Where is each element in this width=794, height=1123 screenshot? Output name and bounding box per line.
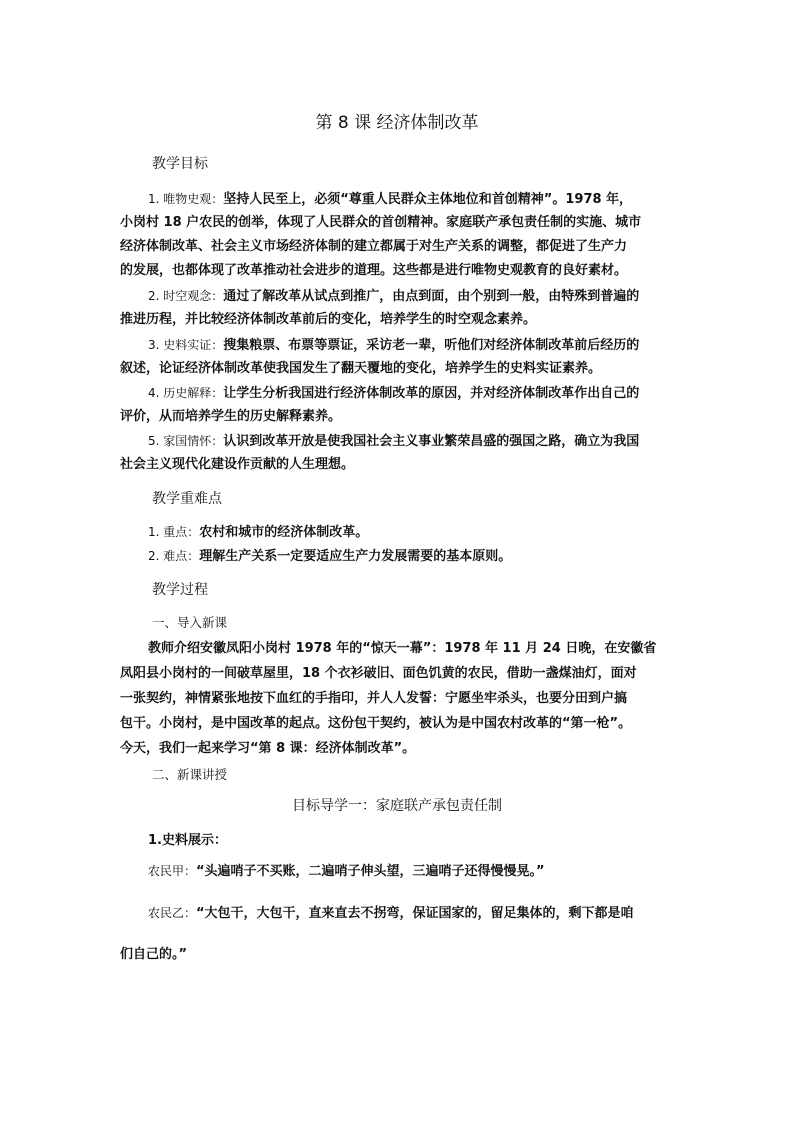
objective-4-first-line bbox=[148, 384, 639, 403]
objective-3-line-2: 叙述，论证经济体制改革使我国发生了翻天覆地的变化，培养学生的史料实证素养。 bbox=[120, 361, 602, 376]
objective-3-text: 搜集粮票、布票等票证，采访老一辈，听他们对经济体制改革前后经历的 bbox=[223, 338, 640, 353]
lesson-title: 第 8 课 经济体制改革 bbox=[315, 113, 479, 133]
objective-1-first-line bbox=[148, 190, 632, 209]
material-heading: 1.史料展示： bbox=[148, 833, 227, 848]
objective-1-text: 坚持人民至上，必须“尊重人民群众主体地位和首创精神”。1978 年， bbox=[223, 192, 633, 207]
objectives-heading: 教学目标 bbox=[152, 156, 208, 172]
objective-5-text: 认识到改革开放是使我国社会主义事业繁荣昌盛的强国之路，确立为我国 bbox=[223, 434, 640, 449]
objective-1-label: 1. 唯物史观： bbox=[148, 192, 224, 206]
farmer-b-line bbox=[148, 904, 634, 923]
keypoint-2-text: 理解生产关系一定要适应生产力发展需要的基本原则。 bbox=[199, 549, 512, 564]
farmer-a-label: 农民甲： bbox=[148, 864, 197, 878]
farmer-b-line-2: 们自己的。” bbox=[120, 947, 188, 962]
objective-2-line-2: 推进历程，并比较经济体制改革前后的变化，培养学生的时空观念素养。 bbox=[120, 312, 537, 327]
farmer-a-text: “头遍哨子不买账，二遍哨子伸头望，三遍哨子还得慢慢晃。” bbox=[196, 864, 545, 879]
intro-line-1: 教师介绍安徽凤阳小岗村 1978 年的“惊天一幕”：1978 年 11 月 24 日晚，在安徽省 bbox=[148, 641, 657, 656]
intro-heading: 一、导入新课 bbox=[152, 615, 228, 630]
objective-4-label: 4. 历史解释： bbox=[148, 386, 224, 400]
objective-2-label: 2. 时空观念： bbox=[148, 289, 224, 303]
objective-3-first-line bbox=[148, 336, 639, 355]
objective-1-line-3: 经济体制改革、社会主义市场经济体制的建立都属于对生产关系的调整，都促进了生产力 bbox=[120, 239, 628, 254]
objective-4-line-2: 评价，从而培养学生的历史解释素养。 bbox=[120, 409, 342, 424]
farmer-b-label: 农民乙： bbox=[148, 906, 197, 920]
intro-line-3: 一张契约，神情紧张地按下血红的手指印，并人人发誓：宁愿坐牢杀头，也要分田到户搞 bbox=[120, 691, 628, 706]
target-heading: 目标导学一：家庭联产承包责任制 bbox=[292, 798, 502, 814]
intro-line-5: 今天，我们一起来学习“第 8 课：经济体制改革”。 bbox=[120, 741, 416, 756]
objective-1-line-2: 小岗村 18 户农民的创举，体现了人民群众的首创精神。家庭联产承包责任制的实施、城市 bbox=[120, 215, 642, 230]
objective-5-label: 5. 家国情怀： bbox=[148, 434, 224, 448]
objective-3-label: 3. 史料实证： bbox=[148, 338, 224, 352]
objective-2-text: 通过了解改革从试点到推广，由点到面，由个别到一般，由特殊到普遍的 bbox=[223, 289, 640, 304]
farmer-b-text: “大包干，大包干，直来直去不拐弯，保证国家的，留足集体的，剩下都是咱 bbox=[196, 906, 634, 921]
keypoint-2-label: 2. 难点： bbox=[148, 549, 200, 563]
keypoint-1 bbox=[148, 523, 368, 542]
intro-line-2: 凤阳县小岗村的一间破草屋里，18 个衣衫破旧、面色饥黄的农民，借助一盏煤油灯，面对 bbox=[120, 666, 637, 681]
objective-2-first-line bbox=[148, 287, 639, 306]
keypoint-1-text: 农村和城市的经济体制改革。 bbox=[199, 525, 369, 540]
keypoint-2 bbox=[148, 547, 511, 566]
intro-line-4: 包干。小岗村，是中国改革的起点。这份包干契约，被认为是中国农村改革的“第一枪”。 bbox=[120, 716, 632, 731]
objective-5-line-2: 社会主义现代化建设作贡献的人生理想。 bbox=[120, 457, 355, 472]
keypoints-heading: 教学重难点 bbox=[152, 491, 222, 507]
objective-4-text: 让学生分析我国进行经济体制改革的原因，并对经济体制改革作出自己的 bbox=[223, 386, 640, 401]
new-lesson-heading: 二、新课讲授 bbox=[152, 767, 228, 782]
farmer-a-line bbox=[148, 862, 545, 881]
objective-1-line-4: 的发展，也都体现了改革推动社会进步的道理。这些都是进行唯物史观教育的良好素材。 bbox=[120, 263, 628, 278]
process-heading: 教学过程 bbox=[152, 582, 208, 598]
objective-5-first-line bbox=[148, 432, 639, 451]
keypoint-1-label: 1. 重点： bbox=[148, 525, 200, 539]
